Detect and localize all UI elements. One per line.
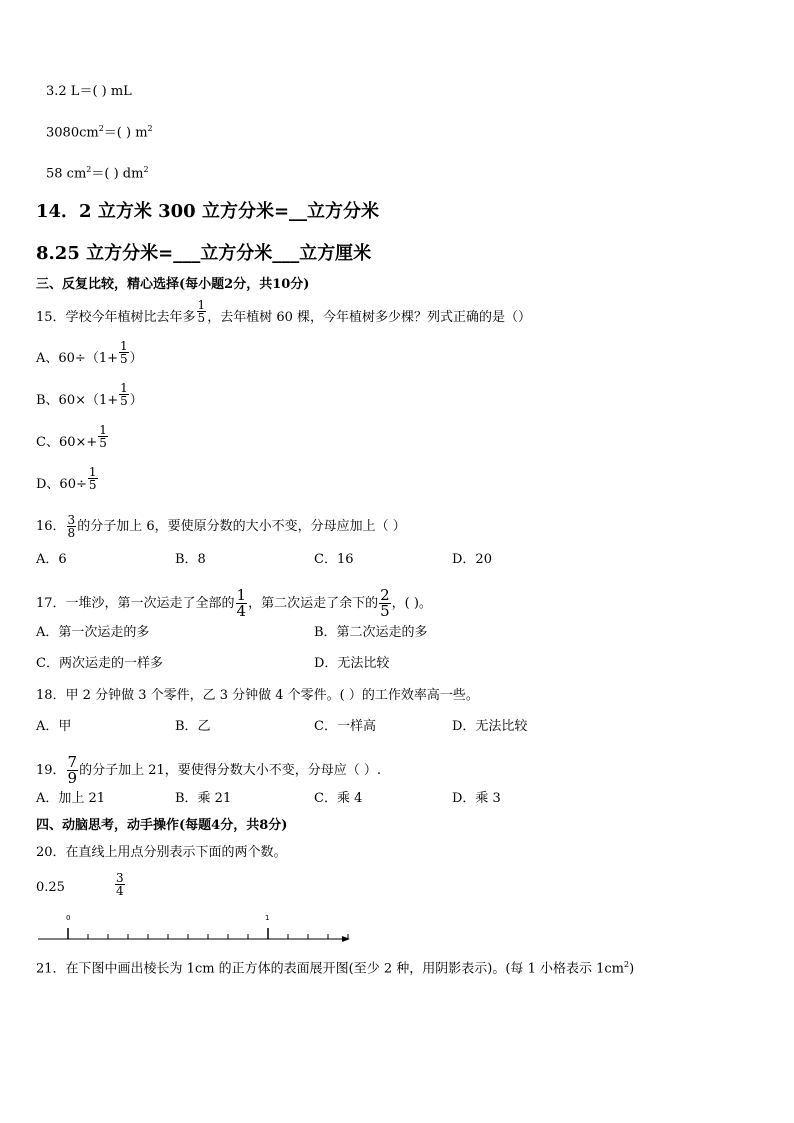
q19-option-d[interactable]: D．乘 3 [452, 791, 501, 806]
q15-option-c[interactable]: C、60×+ $\frac{1}{5}$ [36, 423, 107, 450]
arrow-head-icon [342, 936, 350, 942]
conv2-left: 3080cm [46, 125, 99, 141]
superscript: 2 [98, 124, 104, 133]
ticks-group [68, 928, 348, 939]
conversion-row-3 [46, 162, 149, 182]
fraction: $\frac{7}{9}$ [67, 753, 78, 787]
question-21-stem: 21．在下图中画出棱长为 1cm 的正方体的表面展开图(至少 2 种，用阴影表示)。(每 1 小格表示 $1cm^2$) [36, 960, 635, 977]
superscript: 2 [86, 165, 92, 174]
question-20-stem: 20．在直线上用点分别表示下面的两个数。 [36, 845, 287, 860]
question-14-line-2: 8.25 立方分米=___立方分米___立方厘米 [36, 243, 372, 264]
question-19-stem: 19． $\frac{7}{9}$ 的分子加上 21，要使得分数大小不变，分母应（ ）. [36, 753, 382, 787]
question-15-stem [36, 298, 531, 330]
question-16-stem: 16． $\frac{3}{8}$ 的分子加上 6，要使原分数的大小不变，分母应加上（ ） [36, 513, 406, 540]
q18-option-b[interactable]: B．乙 [175, 719, 211, 734]
number-0-25: 0.25 [36, 880, 65, 895]
tick-label-0: 0 [66, 914, 71, 922]
conversion-row-1: 3.2 L＝( ) mL [46, 84, 132, 99]
fraction: $\frac{1}{5}$ [120, 381, 128, 408]
tick-label-1: 1 [265, 914, 270, 922]
fraction: $\frac{2}{5}$ [380, 586, 390, 620]
q18-option-d[interactable]: D．无法比较 [452, 719, 528, 734]
q19-option-a[interactable]: A．加上 21 [36, 791, 106, 806]
q18-option-a[interactable]: A．甲 [36, 719, 72, 734]
q16-option-c[interactable]: C．16 [314, 552, 354, 567]
superscript: 2 [147, 124, 153, 133]
section-4-heading: 四、动脑思考，动手操作(每题4分，共8分) [36, 818, 288, 833]
fraction: $\frac{1}{5}$ [99, 423, 107, 450]
q15-option-b[interactable]: B、60×（1+ $\frac{1}{5}$ ） [36, 381, 143, 408]
q16-option-d[interactable]: D．20 [452, 552, 492, 567]
fraction: $\frac{1}{5}$ [88, 465, 97, 492]
conversion-row-2 [46, 121, 153, 141]
fraction: $\frac{3}{8}$ [67, 513, 76, 540]
q15-stem-part-b: ，去年植树 60 棵，今年植树多少棵？列式正确的是（） [207, 310, 531, 325]
fraction: $\frac{1}{5}$ [120, 339, 128, 366]
q17-option-d[interactable]: D．无法比较 [314, 656, 390, 671]
conv3-left: 58 cm [46, 166, 87, 182]
q16-option-a[interactable]: A．6 [36, 552, 67, 567]
number-line[interactable] [30, 908, 360, 948]
question-18-stem: 18．甲 2 分钟做 3 个零件，乙 3 分钟做 4 个零件。( ）的工作效率高一些。 [36, 688, 479, 703]
fraction: $\frac{1}{4}$ [236, 586, 247, 620]
q19-option-b[interactable]: B．乘 21 [175, 791, 232, 806]
fraction: $\frac{1}{5}$ [197, 298, 206, 325]
q15-option-a[interactable]: A、60÷（1+ $\frac{1}{5}$ ） [36, 339, 143, 366]
question-17-stem: 17．一堆沙，第一次运走了全部的 $\frac{1}{4}$ ，第二次运走了余下的 $\frac{2}{5}$ ，( )。 [36, 586, 432, 620]
superscript: 2 [143, 165, 149, 174]
fraction: $\frac{3}{4}$ [116, 871, 124, 898]
section-3-heading: 三、反复比较，精心选择(每小题2分，共10分) [36, 277, 310, 292]
q17-option-a[interactable]: A．第一次运走的多 [36, 625, 150, 640]
question-14-line-1: 14．2 立方米 300 立方分米=__立方分米 [36, 201, 380, 222]
q16-option-b[interactable]: B．8 [175, 552, 206, 567]
q15-option-d[interactable]: D、60÷ $\frac{1}{5}$ [36, 465, 97, 492]
conv3-right: ＝( ) dm [91, 166, 144, 182]
q15-stem-part-a: 15．学校今年植树比去年多 [36, 310, 196, 325]
q17-option-b[interactable]: B．第二次运走的多 [314, 625, 428, 640]
superscript: 2 [623, 960, 630, 969]
q19-option-c[interactable]: C．乘 4 [314, 791, 363, 806]
number-three-quarters [114, 872, 126, 897]
q18-option-c[interactable]: C．一样高 [314, 719, 376, 734]
conv2-right: ＝( ) m [103, 125, 148, 141]
q17-option-c[interactable]: C．两次运走的一样多 [36, 656, 163, 671]
